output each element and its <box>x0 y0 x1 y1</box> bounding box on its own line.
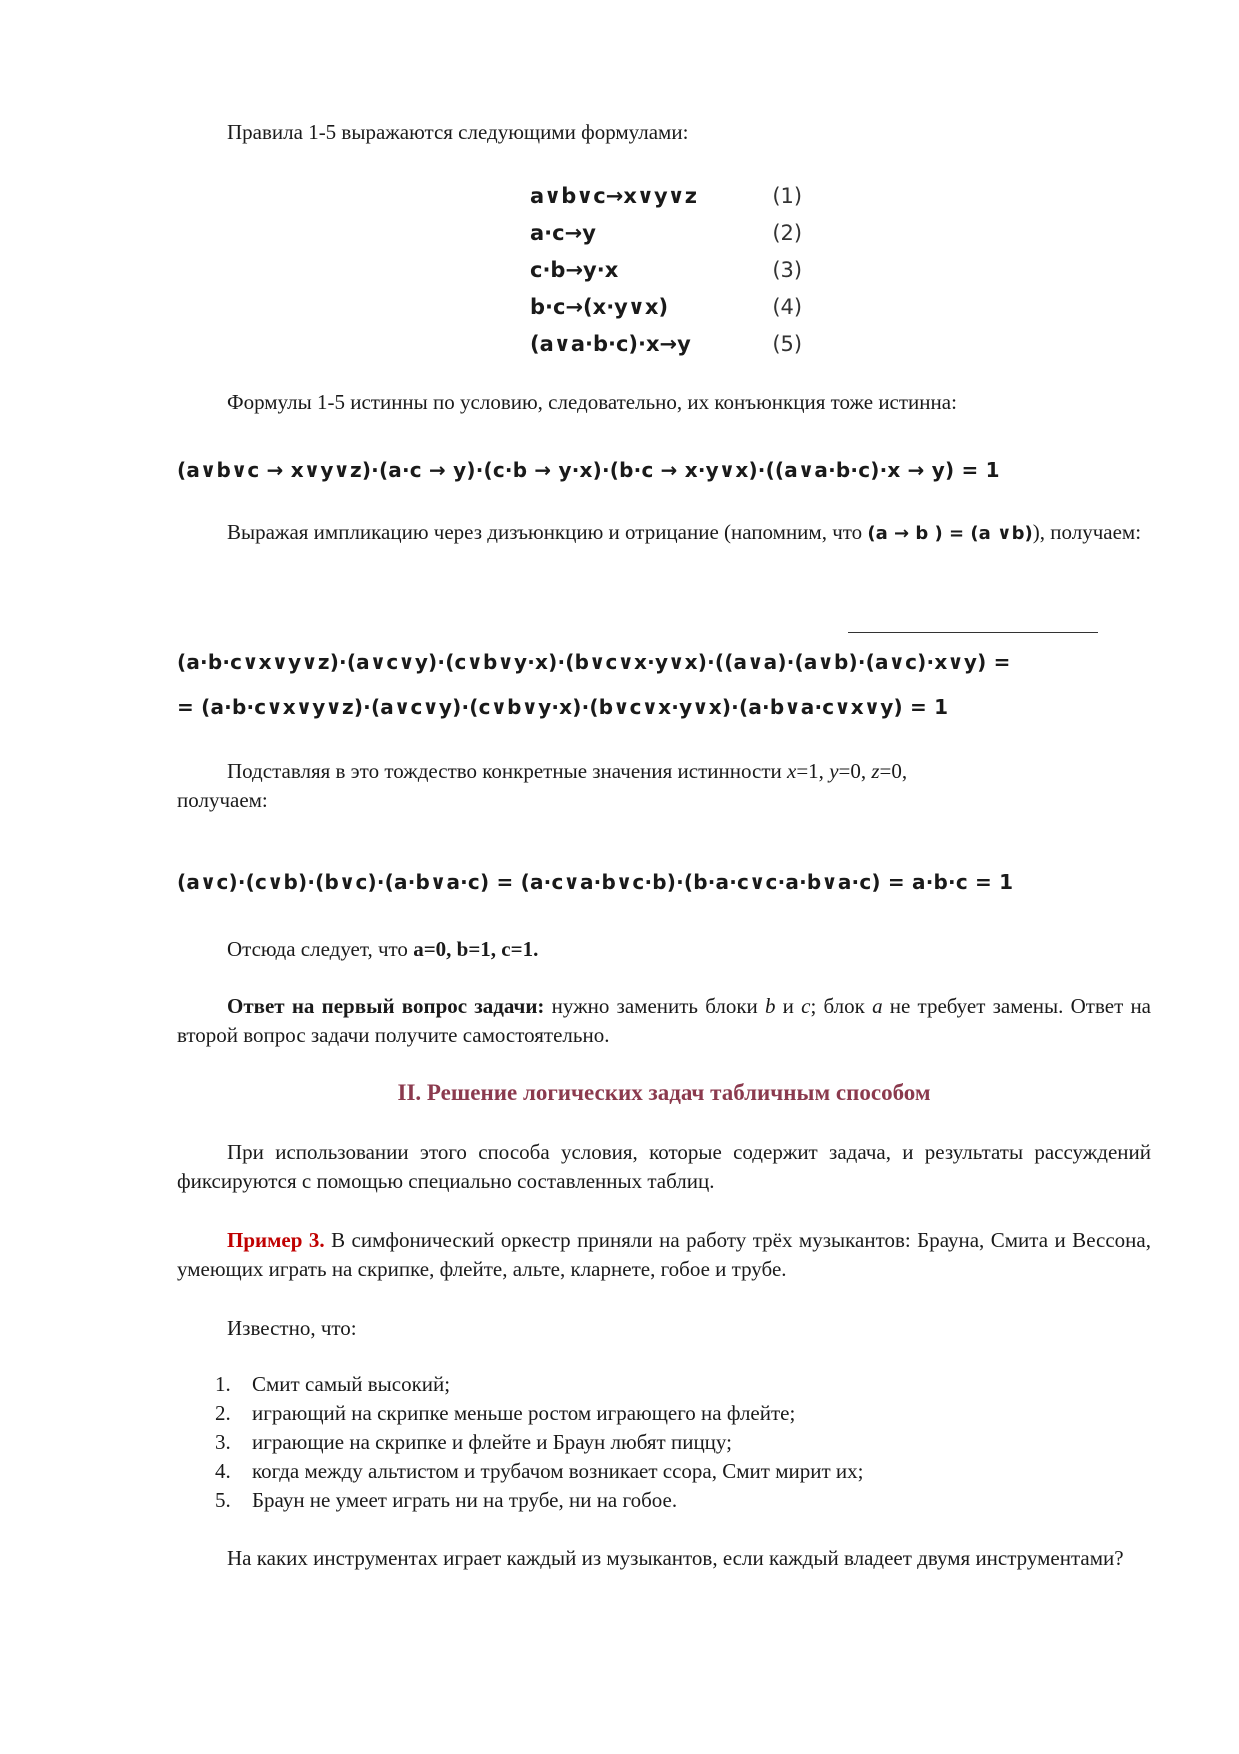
answer-paragraph <box>177 992 1151 1050</box>
list-item <box>177 1399 1151 1428</box>
rule-formula: c·b→y·x <box>530 258 619 282</box>
var-y: y <box>829 759 839 783</box>
section-intro: При использовании этого способа условия, которые содержит задача, и результаты рассуждений фиксируются с помощью специально составленных таблиц. <box>177 1140 1151 1193</box>
substitution-paragraph <box>177 757 1151 786</box>
list-item <box>177 1370 1151 1399</box>
list-number: 1. <box>215 1372 231 1396</box>
implication-paragraph <box>177 518 1151 548</box>
conclusion-paragraph <box>177 935 1151 964</box>
rule-formula: a·c→y <box>530 221 596 245</box>
rule-row <box>530 289 802 326</box>
list-item <box>177 1428 1151 1457</box>
rule-formula: a∨b∨c→x∨y∨z <box>530 184 697 208</box>
list-text: Смит самый высокий; <box>252 1372 451 1396</box>
answer-text: нужно заменить блоки <box>544 994 765 1018</box>
rule-number: (1) <box>772 184 803 208</box>
expanded-formula-line-1: (a·b·c∨x∨y∨z)·(a∨c∨y)·(c∨b∨y·x)·(b∨c∨x·y∨x)·((a∨a)·(a∨b)·(a∨c)·x∨y) = <box>177 650 1011 674</box>
conditions-list <box>177 1370 1151 1515</box>
var-z: z <box>871 759 880 783</box>
substitution-text: Подставляя в это тождество конкретные значения истинности <box>227 759 788 783</box>
formula-overline <box>848 632 1098 633</box>
rule-row <box>530 215 802 252</box>
implication-formula: (a → b ) = (a ∨b) <box>867 523 1033 544</box>
val-y: =0, <box>838 759 872 783</box>
section-heading: II. Решение логических задач табличным способом <box>397 1080 931 1105</box>
example-text: В симфонический оркестр приняли на работу трёх музыкантов: Брауна, Смита и Вессона, умеющих играть на скрипке, флейте, альте, кларнете, гобое и трубе. <box>177 1228 1151 1281</box>
example-label: Пример 3. <box>227 1228 325 1252</box>
implication-text: Выражая импликацию через дизъюнкцию и отрицание (напомним, что <box>227 520 863 544</box>
expanded-formula-line-2: = (a·b·c∨x∨y∨z)·(a∨c∨y)·(c∨b∨y·x)·(b∨c∨x·y∨x)·(a·b∨a·c∨x∨y) = 1 <box>177 695 949 719</box>
answer-var-c: c <box>801 994 811 1018</box>
list-number: 5. <box>215 1488 231 1512</box>
val-z: =0, <box>879 759 908 783</box>
example-paragraph <box>177 1226 1151 1284</box>
rule-row <box>530 178 802 215</box>
list-text: когда между альтистом и трубачом возникает ссора, Смит мирит их; <box>252 1459 864 1483</box>
answer-var-b: b <box>764 994 776 1018</box>
implication-suffix: ), получаем: <box>1032 520 1142 544</box>
list-number: 3. <box>215 1430 231 1454</box>
rule-row <box>530 252 802 289</box>
conjunction-formula: (a∨b∨c → x∨y∨z)·(a·c → y)·(c·b → y·x)·(b·c → x·y∨x)·((a∨a·b·c)·x → y) = 1 <box>177 458 1000 482</box>
conclusion-text: Отсюда следует, что <box>227 937 414 961</box>
list-text: играющие на скрипке и флейте и Браун любят пиццу; <box>252 1430 732 1454</box>
conclusion-values: a=0, b=1, c=1. <box>413 937 539 961</box>
list-item <box>177 1486 1151 1515</box>
substituted-formula: (a∨c)·(c∨b)·(b∨c)·(a·b∨a·c) = (a·c∨a·b∨c·b)·(b·a·c∨c·a·b∨a·c) = a·b·c = 1 <box>177 870 1014 894</box>
rule-number: (2) <box>772 221 803 245</box>
answer-text: и <box>775 994 802 1018</box>
list-text: Браун не умеет играть ни на трубе, ни на гобое. <box>252 1488 678 1512</box>
list-text: играющий на скрипке меньше ростом играющего на флейте; <box>252 1401 796 1425</box>
question-paragraph: На каких инструментах играет каждый из музыкантов, если каждый владеет двумя инструментами? <box>227 1546 1124 1570</box>
rule-formula: (a∨a·b·c)·x→y <box>530 332 691 356</box>
val-x: =1, <box>796 759 830 783</box>
rules-intro: Правила 1-5 выражаются следующими формулами: <box>227 120 689 144</box>
rules-formula-block <box>530 178 802 363</box>
answer-text: ; блок <box>810 994 873 1018</box>
answer-text: не требует замены. Ответ на второй вопрос задачи получите самостоятельно. <box>177 994 1152 1047</box>
list-number: 2. <box>215 1401 231 1425</box>
substitution-continuation: получаем: <box>177 788 268 812</box>
answer-label: Ответ на первый вопрос задачи: <box>227 994 545 1018</box>
known-intro: Известно, что: <box>227 1316 357 1340</box>
rule-number: (3) <box>772 258 803 282</box>
var-x: x <box>787 759 797 783</box>
rule-row <box>530 326 802 363</box>
list-item <box>177 1457 1151 1486</box>
rule-number: (5) <box>772 332 803 356</box>
rule-formula: b·c→(x·y∨x) <box>530 295 669 319</box>
conjunction-paragraph: Формулы 1-5 истинны по условию, следовательно, их конъюнкция тоже истинна: <box>227 390 957 414</box>
rule-number: (4) <box>772 295 803 319</box>
list-number: 4. <box>215 1459 231 1483</box>
answer-var-a: a <box>872 994 883 1018</box>
